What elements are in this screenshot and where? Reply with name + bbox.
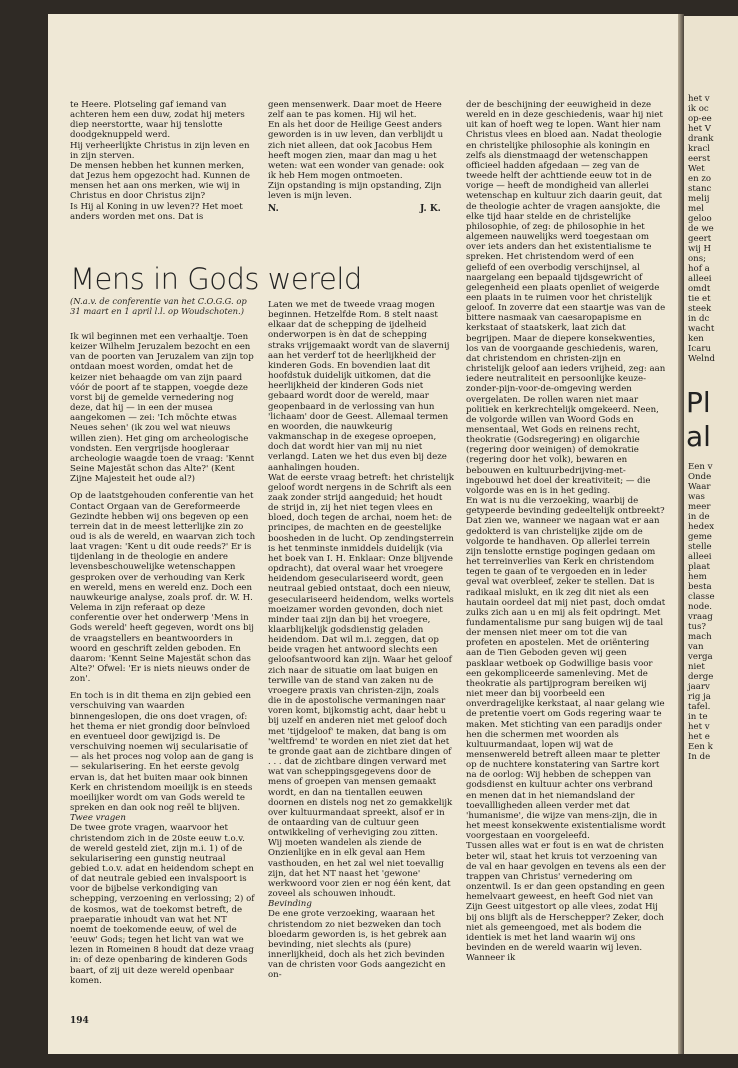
paragraph: En toch is in dit thema en zijn gebied een verschuiving van waarden binnengeslopen, die ons doet vragen, of: het thema er niet grondig door beïnvloed en eventueel door gewijzigd is. De verschuiving noemen wij secularisatie of — als het proces nog volop aan de gang is — sekularisering. En het eerste gevolg ervan is, dat het buiten maar ook binnen Kerk en christendom moeilijk is en steeds moeilijker wordt om van Gods wereld te spreken en dan ook nog reël te blijven. [70, 691, 254, 814]
fragment-line: ken [688, 334, 704, 344]
signature-right: J. K. [420, 204, 441, 214]
signature-left: N. [268, 204, 279, 214]
fragment-line: van [688, 642, 704, 652]
paragraph: geen mensenwerk. Daar moet de Heere zelf aan te pas komen. Hij wil het. [268, 100, 442, 121]
fragment-line: steek [688, 304, 712, 314]
fragment-line: Een v [688, 462, 713, 472]
fragment-line: besta [688, 582, 712, 592]
paragraph: De mensen hebben het kunnen merken, dat Jezus hem opgezocht had. Kunnen de mensen het aan ons merken, wie wij in Christus en door Christus zijn? [70, 160, 250, 202]
fragment-line: stanc [688, 184, 712, 194]
fragment-line: geme [688, 532, 712, 542]
fragment-title: Pl al [686, 386, 711, 453]
paragraph: De twee grote vragen, waarvoor het christendom zich in de 20ste eeuw t.o.v. de wereld gesteld ziet, zijn m.i. 1) of de sekularisering een gunstig neutraal gebied t.o.v. adat en heidendom schept en of dat neutrale gebied een invalspoort is voor de bijbelse verkondiging van schepping, verzoening en verlossing; 2) of de kosmos, wat de toekomst betreft, de praeparatie inhoudt van wat het NT noemt de toekomende eeuw, of wel de 'eeuw' Gods; tegen het licht van wat we lezen in Romeinen 8 houdt dat deze vraag in: of deze openbaring de kinderen Gods baart, of zij uit deze wereld openbaar komen. [70, 823, 255, 986]
fragment-line: het v [688, 94, 710, 104]
fragment-line: drank [688, 134, 714, 144]
page-number: 194 [70, 1016, 89, 1026]
fragment-line: node. [688, 602, 713, 612]
fragment-line: verga [688, 652, 713, 662]
fragment-line: classe [688, 592, 715, 602]
paragraph: De ene grote verzoeking, waaraan het christendom zo niet bezweken dan toch bloedarm geworden is, is het gebrek aan bevinding, niet slechts als (pure) innerlijkheid, doch als het zich bevinden van de christen voor Gods aangezicht en on- [268, 909, 447, 981]
fragment-line: alleei [688, 552, 712, 562]
section-heading: Bevinding [268, 899, 312, 910]
intro-column-1 [70, 100, 256, 222]
intro-column-2 [268, 100, 454, 202]
fragment-line: alleei [688, 274, 712, 284]
fragment-line: eerst [688, 154, 711, 164]
fragment-line: wacht [688, 324, 715, 334]
fragment-line: plaat [688, 562, 710, 572]
fragment-line: rig ja [688, 692, 711, 702]
fragment-line: in de [688, 512, 710, 522]
fragment-line: Waar [688, 482, 711, 492]
fragment-line: was [688, 492, 705, 502]
paragraph: Laten we met de tweede vraag mogen beginnen. Hetzelfde Rom. 8 stelt naast elkaar dat de schepping de ijdelheid onderworpen is èn dat de schepping straks vrijgemaakt wordt van de slavernij aan het verderf tot de heerlijkheid der kinderen Gods. En bovendien laat dit hoofdstuk duidelijk uitkomen, dat die heerlijkheid der kinderen Gods niet gebaard wordt door de wereld, maar geopenbaard in de verlossing van hun 'lichaam' door de Geest. Allemaal termen en woorden, die nauwkeurig vakmanschap in de exegese oproepen, doch dat wordt hier van mij nu niet verlangd. Laten we het dus even bij deze aanhalingen houden. [268, 300, 450, 473]
fragment-line: kracl [688, 144, 711, 154]
fragment-line: hof a [688, 264, 710, 274]
next-page-fragment [684, 16, 738, 1054]
fragment-line: jaarv [688, 682, 710, 692]
fragment-line: stelle [688, 542, 712, 552]
fragment-line: Wet [688, 164, 705, 174]
article-column-2 [268, 300, 454, 980]
fragment-line: In de [688, 752, 711, 762]
paragraph: En als het door de Heilige Geest anders geworden is in uw leven, dan verblijdt u zich niet alleen, dat ook Jacobus Hem heeft mogen zien, maar dan mag u het weten: wat een wonder van genade: ook ik heb Hem mogen ontmoeten. [268, 120, 444, 182]
paragraph: Ik wil beginnen met een verhaaltje. Toen keizer Wilhelm Jeruzalem bezocht en een van de poorten van Jeruzalem van zijn top ontdaan moest worden, omdat het de keizer niet behaagde om van zijn paard vóór de poort af te stappen, voegde deze vorst bij de gemelde vernedering nog deze, dat hij — in een der musea aangekomen — zei: 'Ich möchte etwas Neues sehen' (ik zou wel wat nieuws willen zien). Het ging om archeologische vondsten. Een vergrijsde hoogleraar archeologie waagde toen de vraag: 'Kennt Seine Majestät schon das Alte?' (Kent Zijne Majesteit het oude al?) [70, 332, 255, 485]
paragraph: Tussen alles wat er fout is en wat de christen beter wil, staat het kruis tot verzoening van de val en haar gevolgen en tevens als een der trappen van Christus' vernedering om onzentwil. Is er dan geen opstanding en geen hemelvaart geweest, en heeft God niet van Zijn Geest uitgestort op alle vlees, zodat Hij bij ons blijft als de Herschepper? Zeker, doch niet als gemeengoed, met als bodem die identiek is met het land waarin wij ons bevinden en de wereld waarin wij leven. Wanneer ik [466, 841, 666, 964]
fragment-line: tus? [688, 622, 707, 632]
article-title: Mens in Gods wereld [70, 262, 362, 296]
fragment-line: omdt [688, 284, 711, 294]
paragraph: En wat is nu die verzoeking, waarbij de getypeerde bevinding gedeeltelijk ontbreekt? Dat zien we, wanneer we nagaan wat er aan gedokterd is van christelijke zijde om de volgorde te handhaven. Op allerlei terrein zijn tenslotte ernstige pogingen gedaan om het terreinverlies van Kerk en christendom tegen te gaan of te vergoeden en in leder geval wat overbleef, zeker te stellen. Dat is radikaal mislukt, en ik zeg dit niet als een hautain oordeel dat mij niet past, doch omdat zulks zich aan u en mij als feit opdringt. Met fundamentalisme pur sang buigen wij de taal der mensen niet meer om tot die van profeten en apostelen. Met de oriëntering aan de Tien Geboden geven wij geen pasklaar wetboek op Godwillige basis voor een gekompliceerde samenleving. Met de theokratie als partijprogram bereiken wij niet meer dan bij voorbeeld een onverdragelijke kerkstaat, al naar gelang wie de pretentie voert om Gods regering waar te maken. Met stichting van een paradijs onder hen die schermen met woorden als kultuurmandaat, lopen wij wat de mensenwereld betreft alleen maar te pletter op de nuchtere konstatering van Sartre kort na de oorlog: Wij hebben de scheppen van godsdienst en kultuur achter ons verbrand en menen dat in het niemandsland der toevallligheden alleen verder met dat 'humanisme', die wijze van mens-zijn, die in het meest konsekwente existentialisme wordt voorgestaan en voorgeleefd. [466, 496, 666, 842]
fragment-line: mel [688, 204, 704, 214]
fragment-line: het e [688, 732, 710, 742]
fragment-line: tafel. [688, 702, 711, 712]
article-subtitle: (N.a.v. de conferentie van het C.O.G.G. op 31 maart en 1 april l.l. op Woudschoten.) [70, 296, 247, 317]
fragment-line: wij H [688, 244, 711, 254]
fragment-line: in te [688, 712, 708, 722]
fragment-line: ik oc [688, 104, 709, 114]
fragment-line: hem [688, 572, 707, 582]
fragment-line: in dc [688, 314, 710, 324]
paragraph: Op de laatstgehouden conferentie van het Contact Orgaan van de Gereformeerde Gezindte hebben wij ons begeven op een terrein dat in de meest letterlijke zin zo oud is als de wereld, en waarvan zich toch laat vragen: 'Kent u dit oude reeds?' Er is tijdenlang in de theologie en andere levensbeschouwelijke wetenschappen gesproken over de verhouding van Kerk en wereld, mens en wereld enz. Doch een nauwkeurige analyse, zoals prof. dr. W. H. Velema in zijn referaat op deze conferentie over het onderwerp 'Mens in Gods wereld' heeft gegeven, wordt ons bij de vraagstellers en beantwoorders in woord en geschrift zelden geboden. En daarom: 'Kennt Seine Majestät schon das Alte?' Ofwel: 'Er is niets nieuws onder de zon'. [70, 491, 256, 685]
paragraph: Is Hij al Koning in uw leven?? Het moet anders worden met ons. Dat is [70, 201, 243, 222]
section-heading: Twee vragen [70, 813, 126, 824]
fragment-line: het v [688, 722, 710, 732]
fragment-line: op-ee [688, 114, 712, 124]
fragment-line: mach [688, 632, 712, 642]
fragment-line: het V [688, 124, 712, 134]
fragment-line: ons; [688, 254, 707, 264]
fragment-line: Een k [688, 742, 713, 752]
paragraph: Hij verheerlijkte Christus in zijn leven en in zijn sterven. [70, 140, 250, 161]
fragment-line: hedex [688, 522, 715, 532]
fragment-line: melij [688, 194, 710, 204]
fragment-line: geert [688, 234, 712, 244]
magazine-page [48, 14, 678, 1054]
fragment-line: Onde [688, 472, 712, 482]
paragraph: der de beschijning der eeuwigheid in deze wereld en in deze geschiedenis, waar hij niet uit kan of hoeft weg te lopen. Want hier nam Christus vlees en bloed aan. Nadat theologie en christelijke philosophie als koningin en zelfs als dienstmaagd der wetenschappen officieel hadden afgedaan — zeg van de tweede helft der achttiende eeuw tot in de vorige — heeft de mondigheid van allerlei wetenschap en kultuur zich daarin geuit, dat de theologie achter de vragen aansjokte, die elke tijd haar stelde en de christelijke philosophie, of zeg: de philosophie in het algemeen nauwelijks werd toegestaan om over iets anders dan het existentialisme te spreken. Het christendom werd of een geliefd of een overbodig verschijnsel, al naargelang een bepaald tijdsgewricht of gelegenheid een plaats openliet of weigerde een plaats in te ruimen voor het christelijk geloof. In zoverre dat een staartje was van de bittere nasmaak van caesaropapisme en kerkstaat of staatskerk, laat zich dat begrijpen. Maar de diepere konsekwenties, los van de voorgaande geschiedenis, waren, dat christendom en christen-zijn en christelijk geloof aan ieders vrijheid, zeg: aan iedere neutraliteit en persoonlijke keuze-zonder-pijn-voor-de-omgeving werden overgelaten. De rollen waren niet maar politiek en kerkrechtelijk omgekeerd. Neen, de volgorde willen van Woord Gods en mensentaal, Wet Gods en reinens recht, theokratie (Godsregering) en oligarchie (regering door weinigen) of demokratie (regering door het volk), bewaren en bebouwen en kultuurbedrijving-met-ingebouwd het doel der kreativiteit; — die volgorde was en is in het geding. [466, 100, 666, 496]
fragment-line: Icaru [688, 344, 711, 354]
fragment-line: niet [688, 662, 705, 672]
fragment-line: derge [688, 672, 714, 682]
fragment-line: de we [688, 224, 714, 234]
article-column-3 [466, 100, 666, 963]
paragraph: te Heere. Plotseling gaf iemand van achteren hem een duw, zodat hij meters diep neerstortte, waar hij tenslotte doodgeknuppeld werd. [70, 100, 245, 141]
paragraph: Wat de eerste vraag betreft: het christelijk geloof wordt nergens in de Schrift als een zaak zonder strijd aangeduid; het houdt de strijd in, zij het niet tegen vlees en bloed, doch tegen de archai, noem het: de principes, de machten en de geestelijke boosheden in de lucht. Op zendingsterrein is het tenminste inmiddels duidelijk (via het boek van I. H. Enklaar: Onze blijvende opdracht), dat overal waar het vroegere heidendom geseculariseerd wordt, geen neutraal gebied ontstaat, doch een nieuw, geseculariseerd heidendom, welks wortels moeizamer worden gevonden, doch niet minder taai zijn dan bij het vroegere, klaarblijkelijk godsdienstig geladen heidendom. Dat wil m.i. zeggen, dat op beide vragen het antwoord slechts een geloofsantwoord kan zijn. Waar het geloof zich naar de situatie om laat buigen en terwille van de stand van zaken nu de vroegere praxis van christen-zijn, zoals die in de apostolische vermaningen naar voren komt, bijkomstig acht, daar hebt u bij uzelf en anderen niet met geloof doch met 'tijdgeloof' te maken, dat bang is om 'weltfremd' te worden en niet ziet dat het te gronde gaat aan de zichtbare dingen of . . . dat de zichtbare dingen verward met wat van scheppingsgegevens door de mens of groepen van mensen gemaakt wordt, en dan na tientallen eeuwen doornen en distels nog net zo gemakkelijk over kultuurmandaat spreekt, alsof er in de ontaarding van de cultuur geen ontwikkeling of verheviging zou zitten. Wij moeten wandelen als ziende de Onzienlijke en in elk geval aan Hem vasthouden, en het zal wel niet toevallig zijn, dat het NT naast het 'gewone' werkwoord voor zien er nog één kent, dat zoveel als schouwen inhoudt. [268, 472, 454, 900]
fragment-line: geloo [688, 214, 712, 224]
article-column-1 [70, 332, 256, 986]
fragment-line: en zo [688, 174, 712, 184]
fragment-line: vraag [688, 612, 713, 622]
fragment-line: Welnd [688, 354, 716, 364]
fragment-line: meer [688, 502, 711, 512]
paragraph: Zijn opstanding is mijn opstanding, Zijn leven is mijn leven. [268, 181, 442, 202]
fragment-line: tie et [688, 294, 711, 304]
